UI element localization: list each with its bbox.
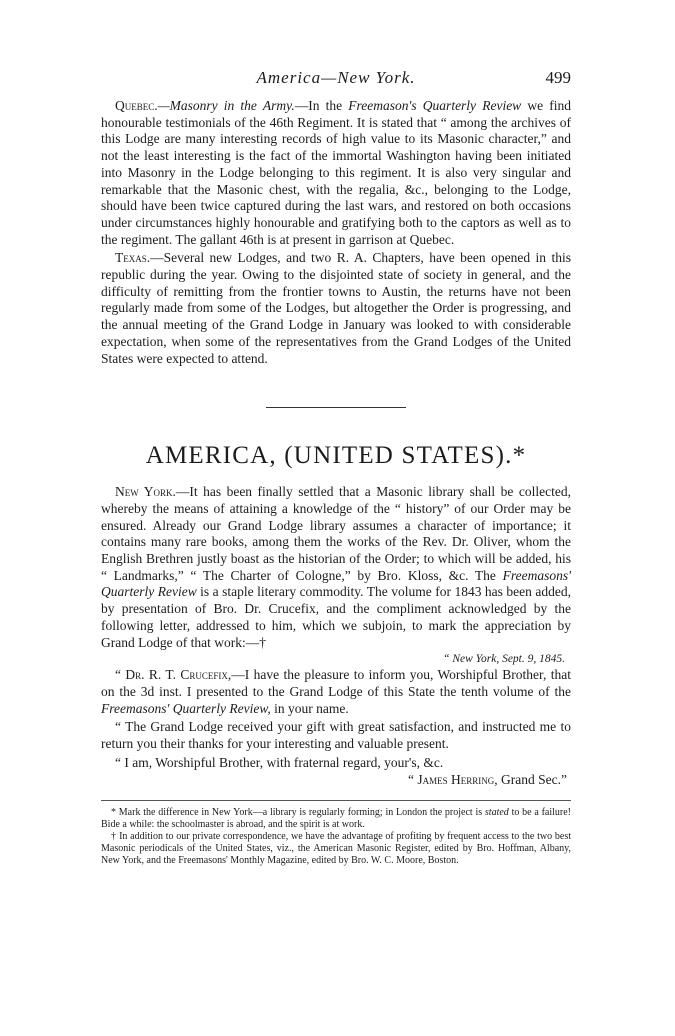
- section-title: AMERICA, (UNITED STATES).*: [145, 442, 527, 470]
- letter-journal-title: Freemasons' Quarterly Review,: [101, 700, 271, 716]
- quebec-text-1: —In the: [294, 98, 349, 113]
- letter-signature: [101, 772, 571, 789]
- quebec-italic-heading: —Masonry in the Army.: [157, 98, 295, 113]
- section-divider: [266, 407, 406, 408]
- letter-body-1-end: in your name.: [270, 700, 349, 716]
- page: [101, 66, 571, 866]
- paragraph-quebec: [101, 98, 571, 248]
- letter-paragraph-2: “ The Grand Lodge received your gift with great satisfaction, and instructed me to return you their thanks for your interesting and valuable present.: [101, 719, 571, 752]
- new-york-text-2: is a staple literary commodity. The volume for 1843 has been added, by presentation of Bro. Dr. Crucefix, and the compliment acknowledged by the following letter, addressed to him, which we subjoin, to mark the appreciation by Grand Lodge of that work:—†: [101, 584, 571, 650]
- quebec-text-2: we find honourable testimonials of the 46th Regiment. It is stated that “ among the archives of this Lodge are many interesting records of high value to its Masonic character,” and not the least interesting is the fact of the immortal Washington having been initiated into Masonry in the Lodge belonging to this regiment. It is also very singular and remarkable that the Masonic chest, with the regalia, &c., belonging to the Lodge, should have been twice captured during the last wars, and restored on both occasions under circumstances highly honourable and gratifying both to the captors as well as to the regiment. The gallant 46th is at present in garrison at Quebec.: [101, 98, 571, 247]
- signature-name: “ James Herring,: [408, 771, 498, 787]
- letter-dateline: “ New York, Sept. 9, 1845.: [443, 653, 565, 666]
- new-york-text-1: —It has been finally settled that a Masonic library shall be collected, whereby the means of attaining a knowledge of the “ history” of our Order may be ensured. Already our Grand Lodge library assumes a character of importance; it contains many rare books, among them the works of the Rev. Dr. Oliver, whom the English Brethren justly boast as the historian of the Order; to which will be added, his “ Landmarks,” “ The Charter of Cologne,” by Bro. Kloss, &c. The: [101, 484, 571, 583]
- letter-paragraph-1: [101, 667, 571, 717]
- footnote-1-text-a: * Mark the difference in New York—a library is regularly forming; in London the project is: [111, 807, 485, 819]
- paragraph-new-york: [101, 484, 571, 651]
- texas-text: —Several new Lodges, and two R. A. Chapters, have been opened in this republic during the year. Owing to the disjointed state of society in general, and the difficulty of remitting from the frontier towns to Austin, the returns have not been regularly made from some of the Lodges, but altogether the Order is progressing, and the annual meeting of the Grand Lodge in January was looked to with considerable expectation, when some of the representatives from the Grand Lodges of the United States were expected to attend.: [101, 250, 571, 366]
- footnote-divider: [101, 800, 571, 801]
- quebec-lead: Quebec.: [115, 98, 158, 113]
- footnote-1-text-b: to be a failure! Bide a while: the schoolmaster is abroad, and the spirit is at work.: [101, 807, 571, 830]
- footnote-1: [101, 807, 571, 830]
- running-head: America—New York.: [256, 68, 416, 87]
- letter-paragraph-3: “ I am, Worshipful Brother, with fraternal regard, your's, &c.: [115, 754, 444, 770]
- texas-lead: Texas.: [115, 250, 151, 266]
- letter-salutation: “ Dr. R. T. Crucefix,: [115, 667, 232, 683]
- footnote-2: † In addition to our private correspondence, we have the advantage of profiting by frequent access to the two best Masonic periodicals of the United States, viz., the American Masonic Register, edited by Bro. Hoffman, Albany, New York, and the Freemasons' Monthly Magazine, edited by Bro. W. C. Moore, Boston.: [101, 831, 571, 866]
- signature-title: Grand Sec.”: [497, 771, 567, 787]
- footnote-1-italic: stated: [484, 807, 509, 819]
- quebec-journal-title: Freemason's Quarterly Review: [348, 98, 522, 113]
- paragraph-texas: [101, 250, 571, 367]
- new-york-journal-title: Freemasons' Quarterly Review: [101, 567, 571, 600]
- new-york-lead: New York.: [115, 484, 176, 500]
- page-number: 499: [545, 68, 571, 87]
- page-header: [101, 66, 571, 98]
- letter-body-1: —I have the pleasure to inform you, Worshipful Brother, that on the 3d inst. I presented to the Grand Lodge of this State the tenth volume of the: [101, 667, 571, 699]
